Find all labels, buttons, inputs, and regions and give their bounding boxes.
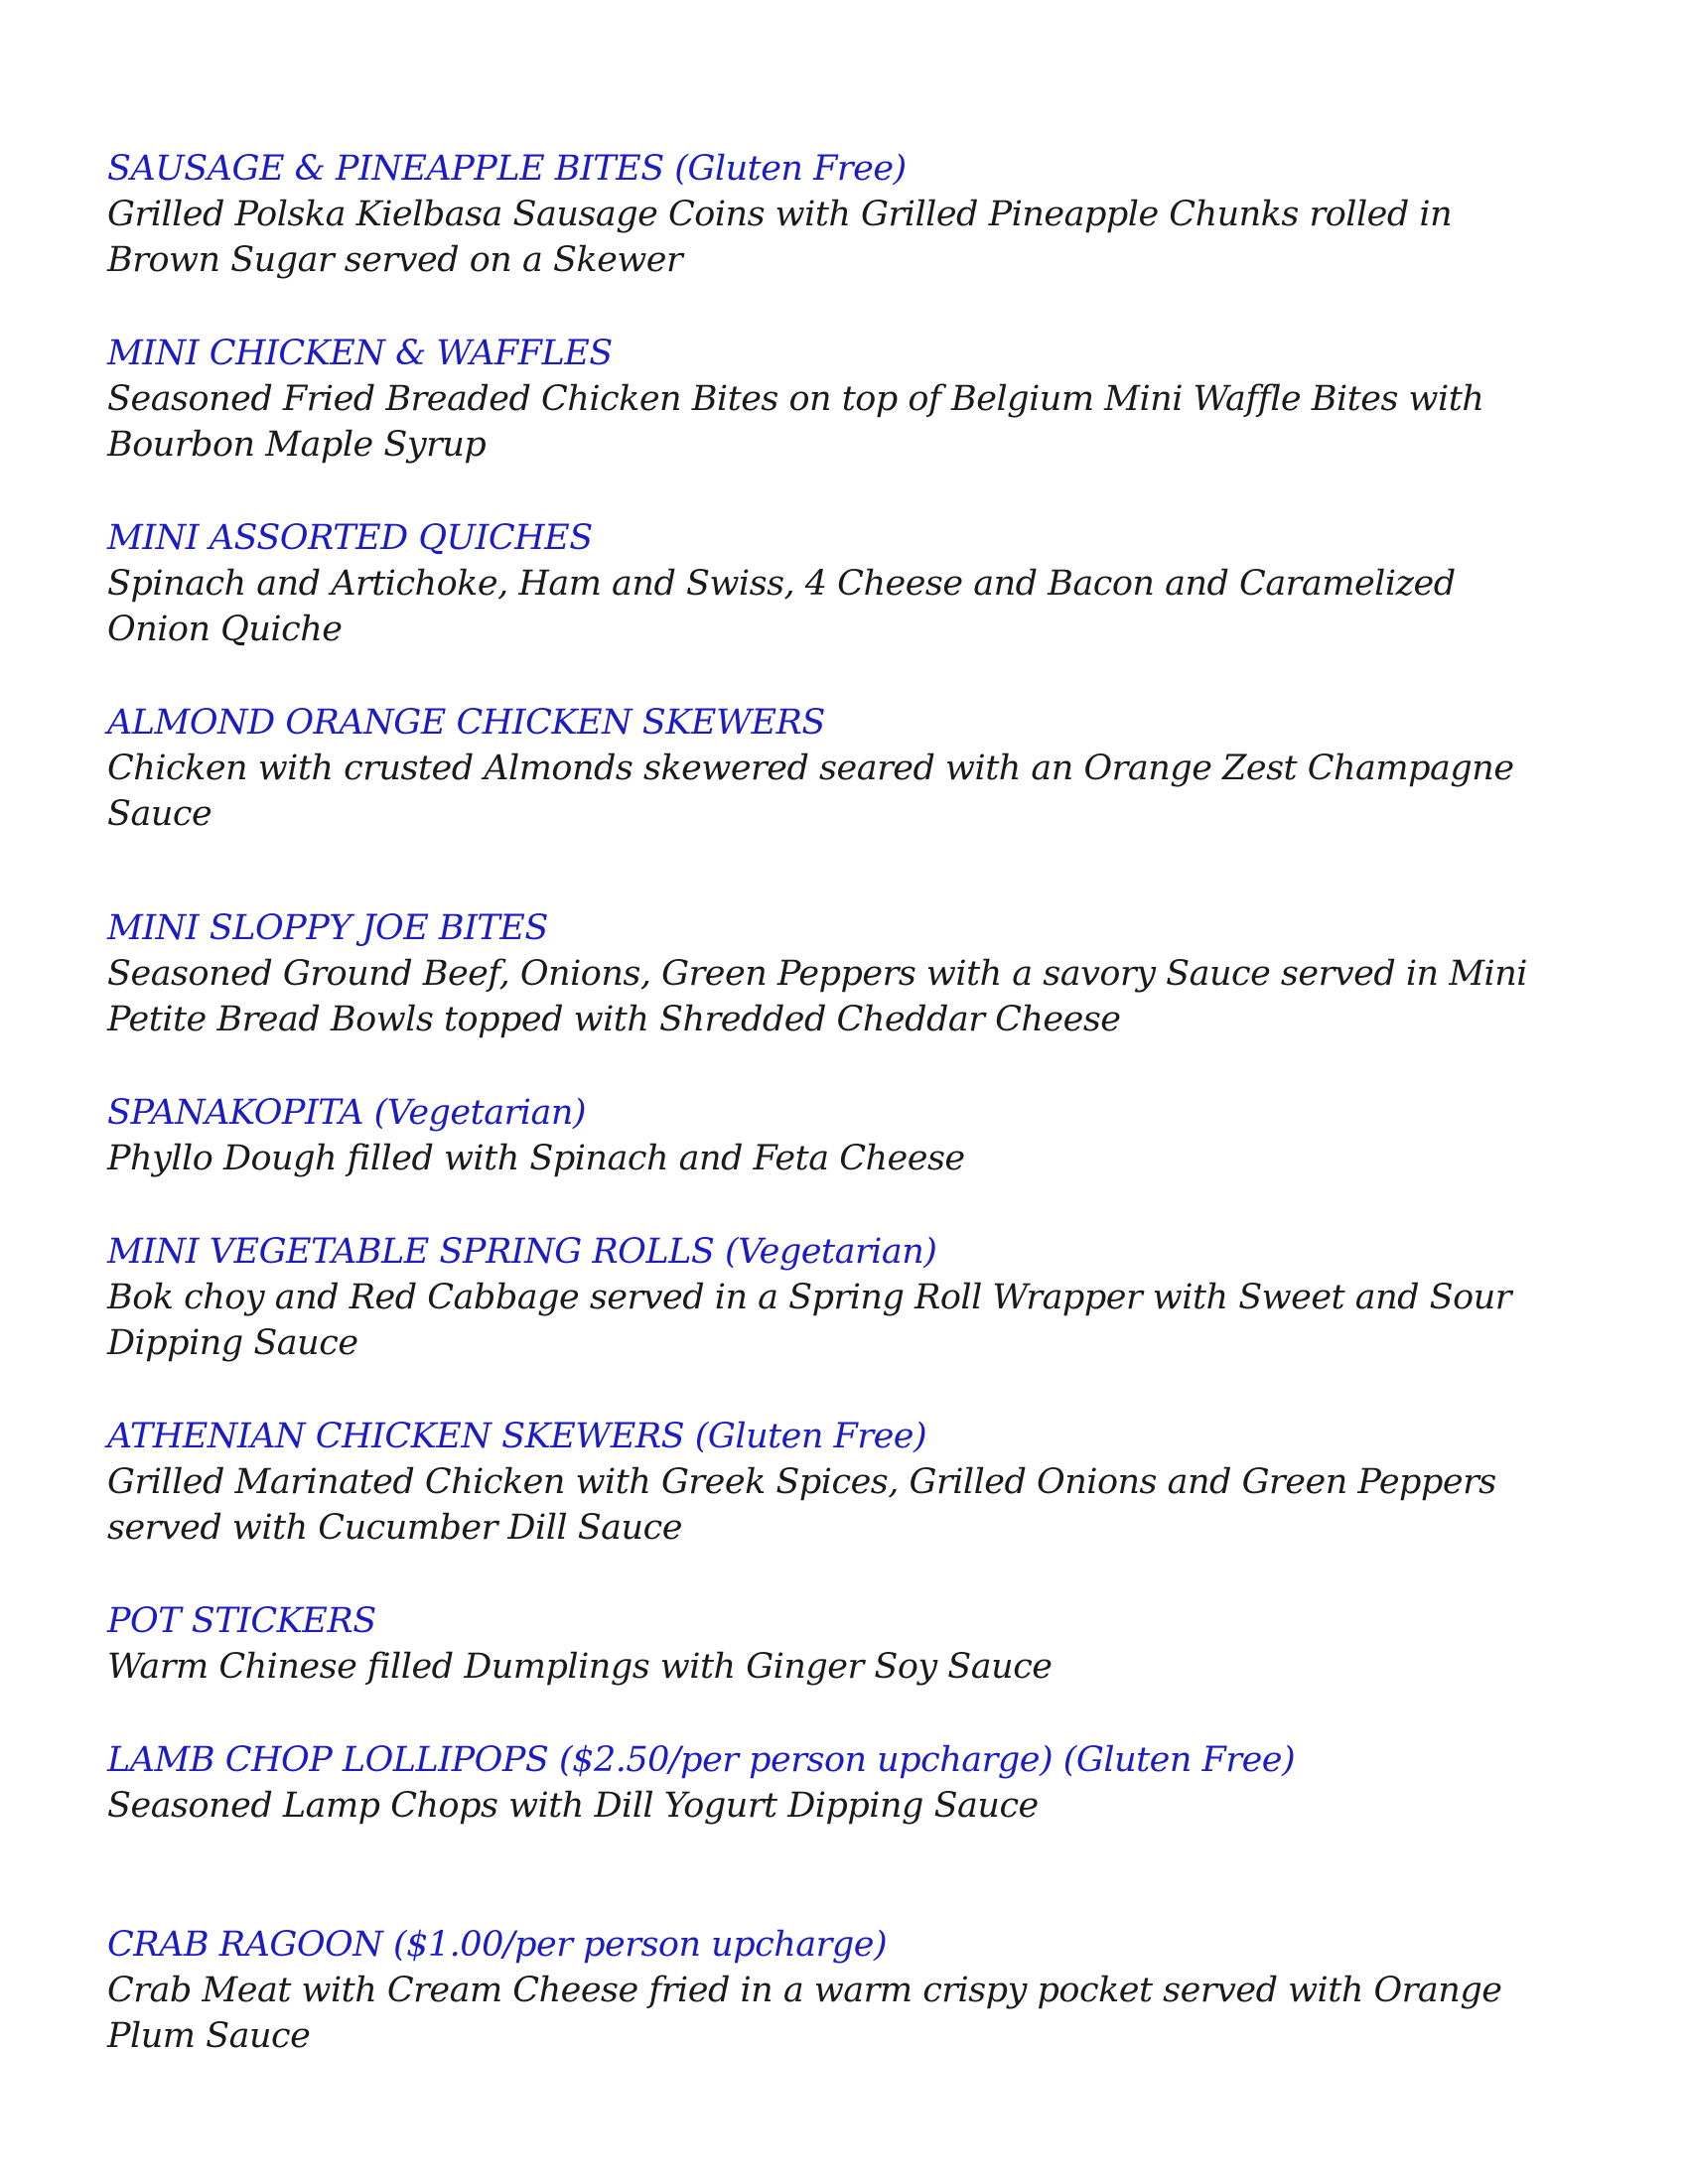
menu-item-crab-ragoon <box>107 1922 1597 2059</box>
menu-item-title: ATHENIAN CHICKEN SKEWERS (Gluten Free) <box>107 1417 927 1456</box>
menu-item-mini-assorted-quiches <box>107 515 1597 652</box>
menu-item-description: Grilled Polska Kielbasa Sausage Coins with Grilled Pineapple Chunks rolled in Brown Sugar served on a Skewer <box>107 195 1453 280</box>
menu-item-lamb-chop-lollipops <box>107 1737 1597 1829</box>
menu-item-description: Grilled Marinated Chicken with Greek Spices, Grilled Onions and Green Peppers served with Cucumber Dill Sauce <box>107 1462 1496 1548</box>
menu-item-title: LAMB CHOP LOLLIPOPS ($2.50/per person upcharge) (Gluten Free) <box>107 1740 1296 1780</box>
menu-item-spanakopita <box>107 1090 1597 1181</box>
menu-item-title: MINI ASSORTED QUICHES <box>107 518 593 558</box>
menu-item-description: Crab Meat with Cream Cheese fried in a warm crispy pocket served with Orange Plum Sauce <box>107 1971 1502 2056</box>
menu-item-sausage-pineapple-bites <box>107 146 1597 283</box>
menu-item-pot-stickers <box>107 1598 1597 1690</box>
menu-item-title: ALMOND ORANGE CHICKEN SKEWERS <box>107 703 825 743</box>
menu-item-mini-chicken-waffles <box>107 331 1597 468</box>
menu-item-description: Chicken with crusted Almonds skewered seared with an Orange Zest Champagne Sauce <box>107 749 1514 834</box>
menu-item-title: SPANAKOPITA (Vegetarian) <box>107 1093 587 1133</box>
menu-item-description: Spinach and Artichoke, Ham and Swiss, 4 Cheese and Bacon and Caramelized Onion Quiche <box>107 564 1456 649</box>
menu-item-title: MINI SLOPPY JOE BITES <box>107 908 548 948</box>
menu-item-title: POT STICKERS <box>107 1601 376 1641</box>
menu-item-athenian-chicken-skewers <box>107 1414 1597 1551</box>
menu-item-title: SAUSAGE & PINEAPPLE BITES (Gluten Free) <box>107 149 907 189</box>
menu-item-description: Phyllo Dough filled with Spinach and Feta Cheese <box>107 1139 965 1178</box>
menu-item-title: MINI CHICKEN & WAFFLES <box>107 334 613 373</box>
menu-item-title: CRAB RAGOON ($1.00/per person upcharge) <box>107 1925 888 1965</box>
menu-item-mini-vegetable-spring-rolls <box>107 1229 1597 1366</box>
menu-item-description: Seasoned Lamp Chops with Dill Yogurt Dipping Sauce <box>107 1786 1039 1826</box>
menu-item-description: Warm Chinese filled Dumplings with Ginger Soy Sauce <box>107 1647 1053 1687</box>
menu-item-almond-orange-chicken-skewers <box>107 700 1597 837</box>
menu-item-description: Bok choy and Red Cabbage served in a Spring Roll Wrapper with Sweet and Sour Dipping Sauce <box>107 1278 1512 1363</box>
menu-item-description: Seasoned Ground Beef, Onions, Green Peppers with a savory Sauce served in Mini Petite Bread Bowls topped with Shredded Cheddar Cheese <box>107 954 1527 1039</box>
menu-item-mini-sloppy-joe-bites <box>107 905 1597 1042</box>
menu-item-title: MINI VEGETABLE SPRING ROLLS (Vegetarian) <box>107 1232 937 1272</box>
menu-item-description: Seasoned Fried Breaded Chicken Bites on top of Belgium Mini Waffle Bites with Bourbon Maple Syrup <box>107 379 1484 465</box>
